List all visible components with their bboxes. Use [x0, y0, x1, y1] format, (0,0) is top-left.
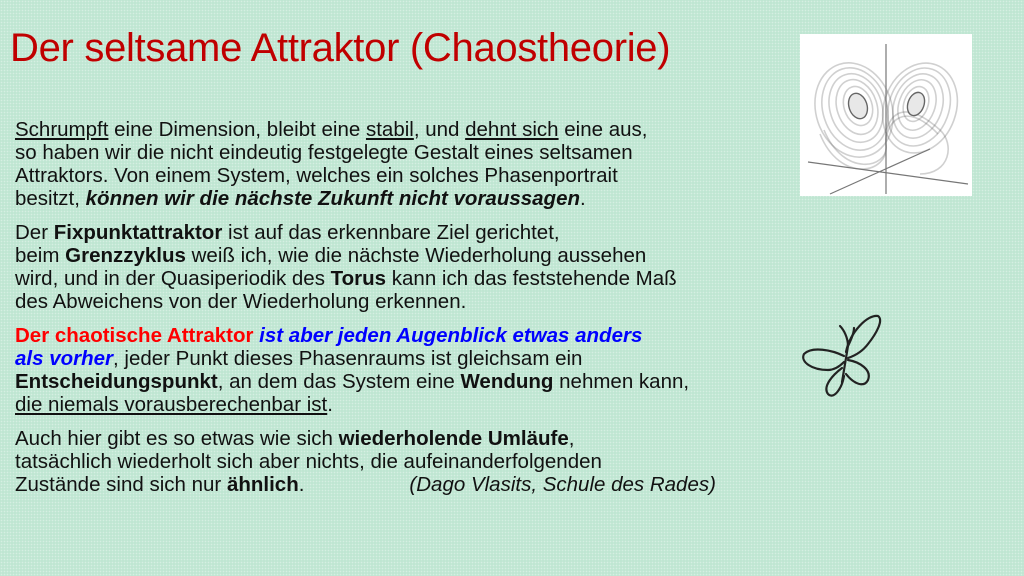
text-segment: kann ich das feststehende Maß [386, 267, 677, 290]
underlined-term: stabil [365, 118, 414, 141]
text-line: tatsächlich wiederholt sich aber nichts, die aufeinanderfolgenden [15, 450, 602, 473]
text-segment: nehmen kann, [553, 370, 690, 393]
underlined-term: dehnt sich [465, 118, 559, 141]
text-line [15, 427, 815, 450]
text-segment: . [580, 187, 586, 210]
text-segment: beim [15, 244, 66, 267]
underlined-term: Schrumpft [15, 118, 109, 141]
lorenz-attractor-image [800, 34, 972, 196]
bold-term: Torus [330, 267, 387, 290]
text-segment: , und [413, 118, 466, 141]
text-line [15, 118, 815, 141]
text-line [15, 393, 815, 416]
text-segment: , [568, 427, 575, 450]
text-line: so haben wir die nicht eindeutig festgelegte Gestalt eines seltsamen [15, 141, 633, 164]
text-segment: , jeder Punkt dieses Phasenraums ist gleichsam ein [113, 347, 583, 370]
text-segment: eine aus, [558, 118, 648, 141]
text-line [15, 347, 815, 370]
paragraph-2 [15, 221, 815, 313]
text-segment: ist auf das erkennbare Ziel gerichtet, [222, 221, 560, 244]
blue-emphasis: ist aber jeden Augenblick etwas anders [253, 324, 643, 347]
text-segment: Auch hier gibt es so etwas wie sich [15, 427, 339, 450]
text-segment: eine Dimension, bleibt eine [108, 118, 366, 141]
text-line: des Abweichens von der Wiederholung erkennen. [15, 290, 467, 313]
text-segment: . [298, 473, 305, 496]
blue-emphasis: als vorher [15, 347, 113, 370]
red-emphasis: Der chaotische Attraktor [15, 324, 254, 347]
bold-term: Entscheidungspunkt [15, 370, 218, 393]
paragraph-1 [15, 118, 815, 210]
paragraph-4 [15, 427, 815, 496]
text-line [15, 187, 815, 210]
text-segment: Der [15, 221, 54, 244]
text-line [15, 324, 815, 347]
slide-title: Der seltsame Attraktor (Chaostheorie) [10, 26, 671, 70]
text-line [15, 221, 815, 244]
bold-term: Wendung [460, 370, 554, 393]
text-line: Attraktors. Von einem System, welches ein solches Phasenportrait [15, 164, 618, 187]
text-line [15, 244, 815, 267]
text-segment: weiß ich, wie die nächste Wiederholung aussehen [185, 244, 647, 267]
bold-term: wiederholende Umläufe [338, 427, 569, 450]
slide-body [15, 118, 815, 507]
text-segment: , an dem das System eine [217, 370, 461, 393]
citation: (Dago Vlasits, Schule des Rades) [409, 473, 716, 496]
text-segment: besitzt, [15, 187, 86, 210]
emphasis-text: können wir die nächste Zukunft nicht voraussagen [85, 187, 581, 210]
text-line [15, 473, 815, 496]
bold-term: Fixpunktattraktor [53, 221, 223, 244]
underlined-term: die niemals vorausberechenbar ist [15, 393, 328, 416]
text-segment: Zustände sind sich nur [15, 473, 227, 496]
text-segment: wird, und in der Quasiperiodik des [15, 267, 331, 290]
text-segment: . [327, 393, 333, 416]
bold-term: Grenzzyklus [65, 244, 186, 267]
paragraph-3 [15, 324, 815, 416]
text-line [15, 267, 815, 290]
text-line [15, 370, 815, 393]
bold-term: ähnlich [226, 473, 299, 496]
